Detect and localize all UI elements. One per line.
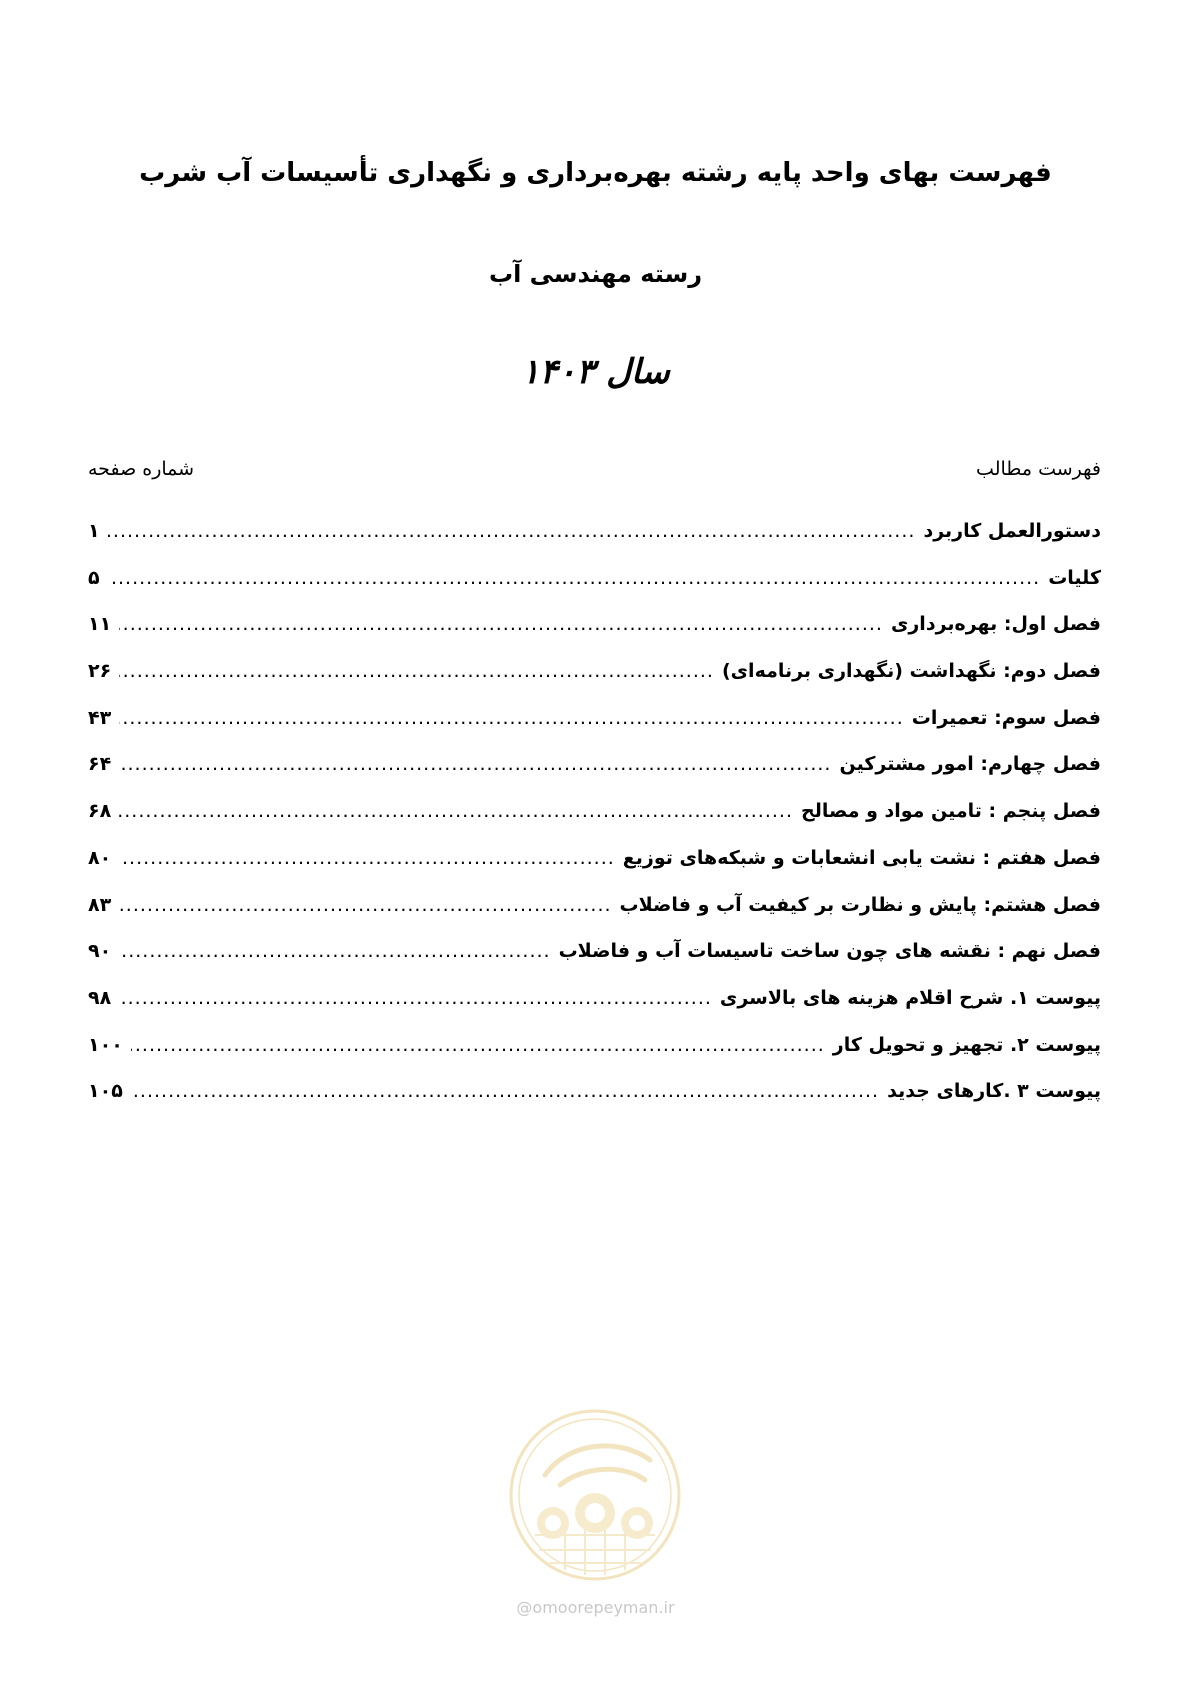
toc-leader-dots <box>119 753 831 775</box>
toc-leader-dots <box>119 660 714 682</box>
toc-heading: فهرست مطالب <box>976 458 1101 480</box>
toc-entry[interactable] <box>88 753 1101 800</box>
toc-leader-dots <box>119 707 904 729</box>
toc-leader-dots <box>131 1080 879 1102</box>
toc-entry-label: فصل سوم: تعمیرات <box>911 706 1101 729</box>
toc-entry-label: پیوست ۳ .کارهای جدید <box>887 1080 1101 1103</box>
toc-entry-label: فصل نهم : نقشه های چون ساخت تاسیسات آب و فاضلاب <box>558 940 1101 963</box>
toc-leader-dots <box>119 613 883 635</box>
toc-entry-label: پیوست ۱. شرح اقلام هزینه های بالاسری <box>719 986 1101 1009</box>
toc-entry-label: فصل پنجم : تامین مواد و مصالح <box>801 800 1101 823</box>
toc-leader-dots <box>119 940 550 962</box>
document-subtitle: رسته مهندسی آب <box>488 260 703 288</box>
toc-entry-page: ۸۰ <box>88 846 112 869</box>
toc-entry[interactable] <box>88 707 1101 754</box>
toc-entry-page: ۶۸ <box>88 800 112 823</box>
toc-entry[interactable] <box>88 940 1101 987</box>
watermark-logo <box>505 1405 685 1585</box>
toc-entry-label: فصل اول: بهره‌برداری <box>890 613 1101 636</box>
toc-entry-label: پیوست ۲. تجهیز و تحویل کار <box>832 1033 1101 1056</box>
toc-leader-dots <box>131 1034 825 1056</box>
toc-entry-page: ۹۸ <box>88 986 112 1009</box>
toc-entry-label: فصل هشتم: پایش و نظارت بر کیفیت آب و فاضلاب <box>619 893 1101 916</box>
toc-entry[interactable] <box>88 613 1101 660</box>
watermark-url: @omoorepeyman.ir <box>516 1598 675 1617</box>
toc-entry-label: کلیات <box>1048 566 1101 589</box>
page-number-heading: شماره صفحه <box>88 458 195 480</box>
toc-entry-page: ۹۰ <box>88 940 112 963</box>
toc-leader-dots <box>119 800 793 822</box>
toc-entry[interactable] <box>88 894 1101 941</box>
toc-entry-page: ۲۶ <box>88 660 112 683</box>
toc-entry[interactable] <box>88 1034 1101 1081</box>
toc-entry[interactable] <box>88 520 1101 567</box>
toc-leader-dots <box>119 894 611 916</box>
toc-entry-page: ۱۰۰ <box>88 1033 123 1056</box>
toc-entry[interactable] <box>88 1080 1101 1127</box>
toc-entry[interactable] <box>88 567 1101 614</box>
toc-entry-label: فصل هفتم : نشت یابی انشعابات و شبکه‌های توزیع <box>622 846 1101 869</box>
toc-entry-label: فصل دوم: نگهداشت (نگهداری برنامه‌ای) <box>721 660 1101 683</box>
toc-entry-label: فصل چهارم: امور مشترکین <box>839 753 1101 776</box>
toc-entry-page: ۸۳ <box>88 893 112 916</box>
toc-entry[interactable] <box>88 847 1101 894</box>
toc-entry[interactable] <box>88 987 1101 1034</box>
table-of-contents <box>88 520 1101 1127</box>
document-title: فهرست بهای واحد پایه رشته بهره‌برداری و نگهداری تأسیسات آب شرب <box>139 158 1052 188</box>
toc-entry-label: دستورالعمل کاربرد <box>923 520 1101 542</box>
toc-entry-page: ۱ <box>88 520 100 542</box>
toc-leader-dots <box>119 987 712 1009</box>
toc-entry-page: ۴۳ <box>88 706 112 729</box>
toc-leader-dots <box>108 567 1041 589</box>
toc-entry-page: ۱۰۵ <box>88 1080 123 1103</box>
toc-entry-page: ۶۴ <box>88 753 112 776</box>
toc-entry[interactable] <box>88 660 1101 707</box>
toc-entry-page: ۱۱ <box>88 613 112 636</box>
toc-header <box>88 458 1101 488</box>
toc-entry-page: ۵ <box>88 566 100 589</box>
document-year: سال ۱۴۰۳ <box>521 352 670 392</box>
toc-leader-dots <box>108 520 916 542</box>
toc-entry[interactable] <box>88 800 1101 847</box>
toc-leader-dots <box>119 847 615 869</box>
